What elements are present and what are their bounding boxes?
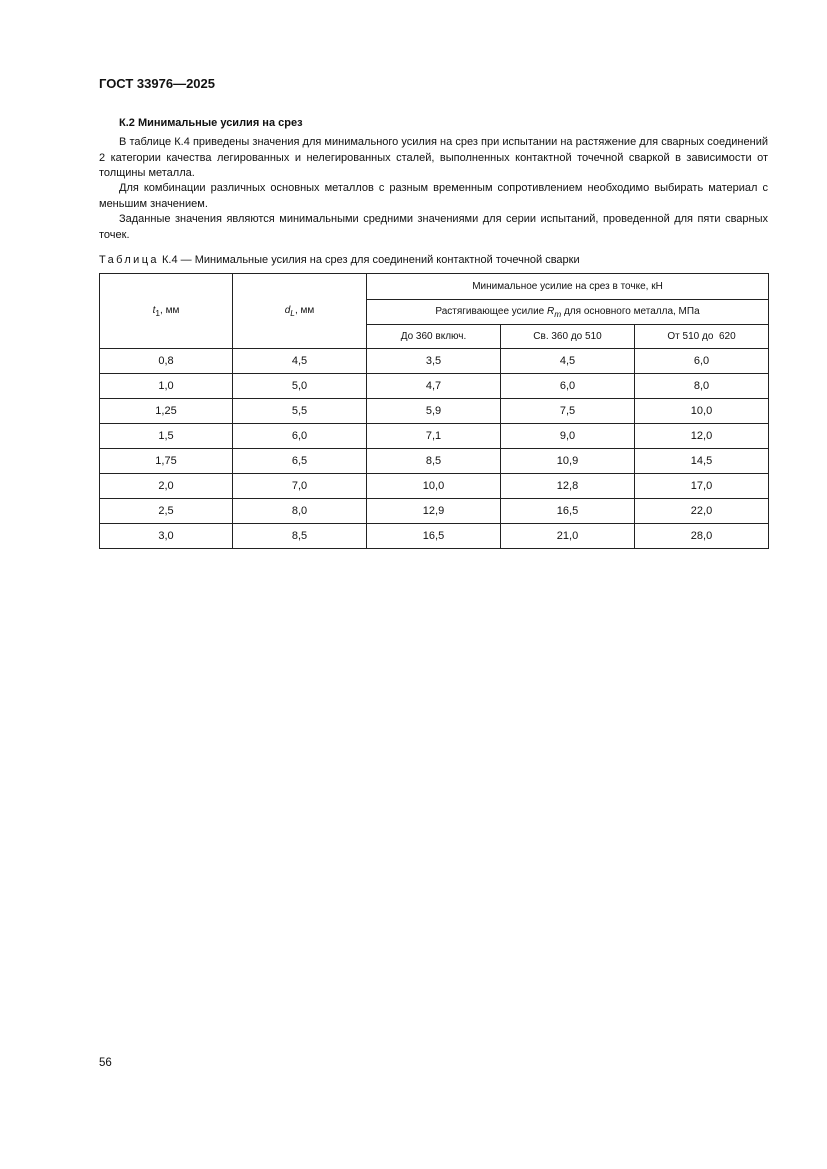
paragraph-2-text: Для комбинации различных основных металлов с разным временным сопротивлением необходимо выбирать материал с меньшим значением. [99,182,768,210]
table-row [100,399,769,424]
section-title: К.2 Минимальные усилия на срез [119,117,303,129]
table-cell: 12,8 [501,474,635,499]
table-cell: 6,0 [501,374,635,399]
page-number: 56 [99,1057,112,1069]
header-range: От 510 до 620 [635,325,769,349]
table-cell: 14,5 [635,449,769,474]
shear-force-table [99,273,769,549]
header-min-shear-force: Минимальное усилие на срез в точке, кН [367,274,769,300]
table-cell: 6,0 [635,349,769,374]
paragraph-1-text: В таблице К.4 приведены значения для минимального усилия на срез при испытании на растяжение для сварных соединений 2 категории качества легированных и нелегированных сталей, выполненных контактной точечной сваркой в зависимости от толщины металла. [99,136,768,179]
table-caption [99,254,580,266]
table-row [100,524,769,549]
table-cell: 1,75 [100,449,233,474]
table-cell: 2,5 [100,499,233,524]
table-row [100,349,769,374]
header-range: До 360 включ. [367,325,501,349]
table-cell: 10,9 [501,449,635,474]
table-cell: 0,8 [100,349,233,374]
table-cell: 21,0 [501,524,635,549]
table-cell: 1,5 [100,424,233,449]
paragraph-3 [99,212,768,243]
table-caption-label: Таблица [99,254,159,266]
table-row [100,449,769,474]
table-cell: 22,0 [635,499,769,524]
table-cell: 5,9 [367,399,501,424]
table-cell: 6,0 [233,424,367,449]
paragraph-2 [99,181,768,212]
table-cell: 4,7 [367,374,501,399]
table-cell: 28,0 [635,524,769,549]
table-cell: 17,0 [635,474,769,499]
paragraph-1 [99,135,768,182]
table-cell: 5,5 [233,399,367,424]
header-tensile-strength: Растягивающее усилие $R_m$ для основного металла, МПа [367,300,769,325]
table-row [100,499,769,524]
table-cell: 4,5 [501,349,635,374]
table-row [100,374,769,399]
table-cell: 8,5 [233,524,367,549]
table-row [100,424,769,449]
table-cell: 7,1 [367,424,501,449]
header-diameter: $d_L$, мм [233,274,367,349]
document-header: ГОСТ 33976—2025 [99,76,215,91]
table-cell: 4,5 [233,349,367,374]
table-cell: 1,0 [100,374,233,399]
table-cell: 8,5 [367,449,501,474]
table-cell: 9,0 [501,424,635,449]
table-cell: 5,0 [233,374,367,399]
table-cell: 16,5 [367,524,501,549]
table-cell: 8,0 [233,499,367,524]
table-cell: 3,5 [367,349,501,374]
table-cell: 6,5 [233,449,367,474]
table-cell: 10,0 [635,399,769,424]
table-row [100,474,769,499]
table-cell: 16,5 [501,499,635,524]
table-cell: 2,0 [100,474,233,499]
table-cell: 1,25 [100,399,233,424]
table-cell: 7,5 [501,399,635,424]
table-cell: 10,0 [367,474,501,499]
header-range: Св. 360 до 510 [501,325,635,349]
header-thickness: $t_1$, мм [100,274,233,349]
table-cell: 7,0 [233,474,367,499]
table-cell: 8,0 [635,374,769,399]
paragraph-3-text: Заданные значения являются минимальными средними значениями для серии испытаний, проведенной для пяти сварных точек. [99,213,768,241]
table-cell: 3,0 [100,524,233,549]
table-cell: 12,0 [635,424,769,449]
table-caption-text: К.4 — Минимальные усилия на срез для соединений контактной точечной сварки [162,254,580,266]
table-cell: 12,9 [367,499,501,524]
